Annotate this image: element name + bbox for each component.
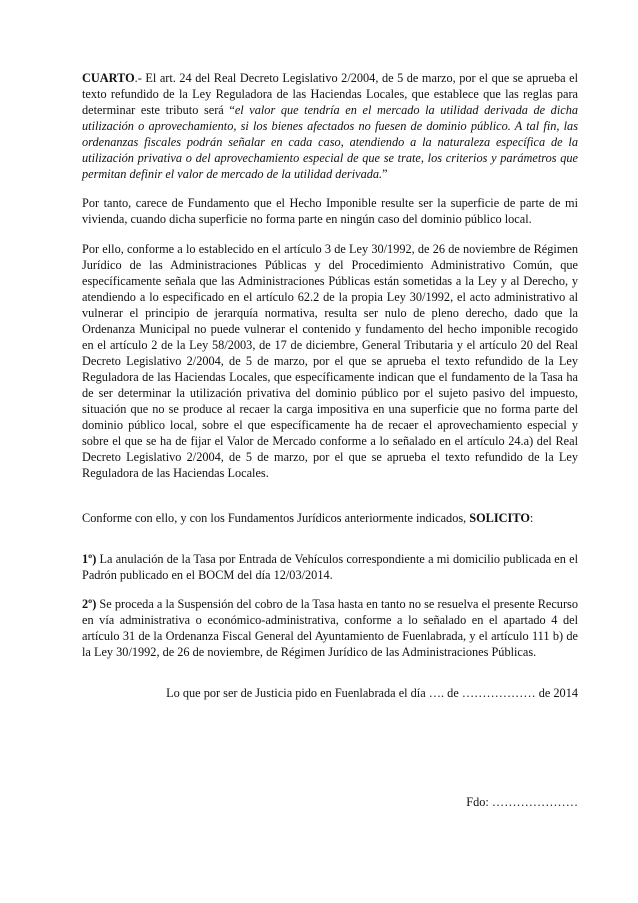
conforme-colon: :	[529, 511, 534, 525]
paragraph-por-ello: Por ello, conforme a lo establecido en el artículo 3 de Ley 30/1992, de 26 de noviembre de Régimen Jurídico de las Administraciones Públicas y del Procedimiento Administrativo Común, que específicamente señala que las Administraciones Públicas están sometidas a la Ley y al Derecho, y atendiendo a lo especificado en el artículo 62.2 de la propia Ley 30/1992, el acto administrativo al vulnerar el principio de jerarquía normativa, resulta ser nulo de pleno derecho, dado que la Ordenanza Municipal no puede vulnerar el contenido y fundamento del hecho imponible recogido en el artículo 2 de la Ley 58/2003, de 17 de diciembre, General Tributaria y el artículo 20 del Real Decreto Legislativo 2/2004, de 5 de marzo, por el que se aprueba el texto refundido de la Ley Reguladora de las Haciendas Locales, que específicamente indican que el fundamento de la Tasa ha de ser determinar la utilización privativa del dominio público por el sujeto pasivo del impuesto, situación que no se produce al recaer la carga impositiva en una superficie que no forma parte del dominio público local, sobre el que específicamente ha de recaer el aprovechamiento especial y sobre el que se ha de fijar el Valor de Mercado conforme a lo señalado en el artículo 24.a) del Real Decreto Legislativo 2/2004, de 5 de marzo, por el que se aprueba el texto refundido de la Ley Reguladora de las Haciendas Locales.	[82, 242, 578, 480]
cuarto-quote: el valor que tendría en el mercado la utilidad derivada de dicha utilización o aprovechamiento, si los bienes afectados no fuesen de dominio público. A tal fin, las ordenanzas fiscales podrán señalar en cada caso, atendiendo a la naturaleza específica de la utilización privativa o del aprovechamiento especial de que se trate, los criterios y parámetros que permitan definir el valor de mercado de la utilidad derivada.	[82, 103, 578, 181]
cuarto-quote-close: ”	[382, 167, 388, 181]
request-item-1-text: La anulación de la Tasa por Entrada de Vehículos correspondiente a mi domicilio publicada en el Padrón publicado en el BOCM del día 12/03/2014.	[82, 552, 578, 582]
request-item-2-text: Se proceda a la Suspensión del cobro de la Tasa hasta en tanto no se resuelva el presente Recurso en vía administrativa o económico-administrativa, conforme a lo señalado en el apartado 4 del artículo 31 de la Ordenanza Fiscal General del Ayuntamiento de Fuenlabrada, y el artículo 111 b) de la Ley 30/1992, de 26 de noviembre, de Régimen Jurídico de las Administraciones Públicas.	[82, 597, 578, 659]
paragraph-cuarto	[82, 70, 578, 182]
request-item-2	[82, 596, 578, 660]
solicito-keyword: SOLICITO	[469, 511, 530, 525]
request-item-2-number: 2º)	[82, 597, 97, 611]
signature-line: Fdo: …………………	[466, 795, 578, 809]
request-item-1-number: 1º)	[82, 552, 97, 566]
closing-line: Lo que por ser de Justicia pido en Fuenlabrada el día …. de ……………… de 2014	[166, 686, 578, 700]
paragraph-conforme	[82, 510, 578, 526]
document-page	[82, 70, 578, 810]
cuarto-heading: CUARTO	[82, 71, 135, 85]
cuarto-text: .- El art. 24 del Real Decreto Legislativo 2/2004, de 5 de marzo, por el que se aprueba el texto refundido de la Ley Reguladora de las Haciendas Locales, que establece que las reglas para determinar este tributo será “	[82, 71, 578, 117]
conforme-text: Conforme con ello, y con los Fundamentos Jurídicos anteriormente indicados,	[82, 511, 470, 525]
request-item-1	[82, 551, 578, 583]
paragraph-por-tanto: Por tanto, carece de Fundamento que el Hecho Imponible resulte ser la superficie de parte de mi vivienda, cuando dicha superficie no forma parte en ningún caso del dominio público local.	[82, 196, 578, 226]
